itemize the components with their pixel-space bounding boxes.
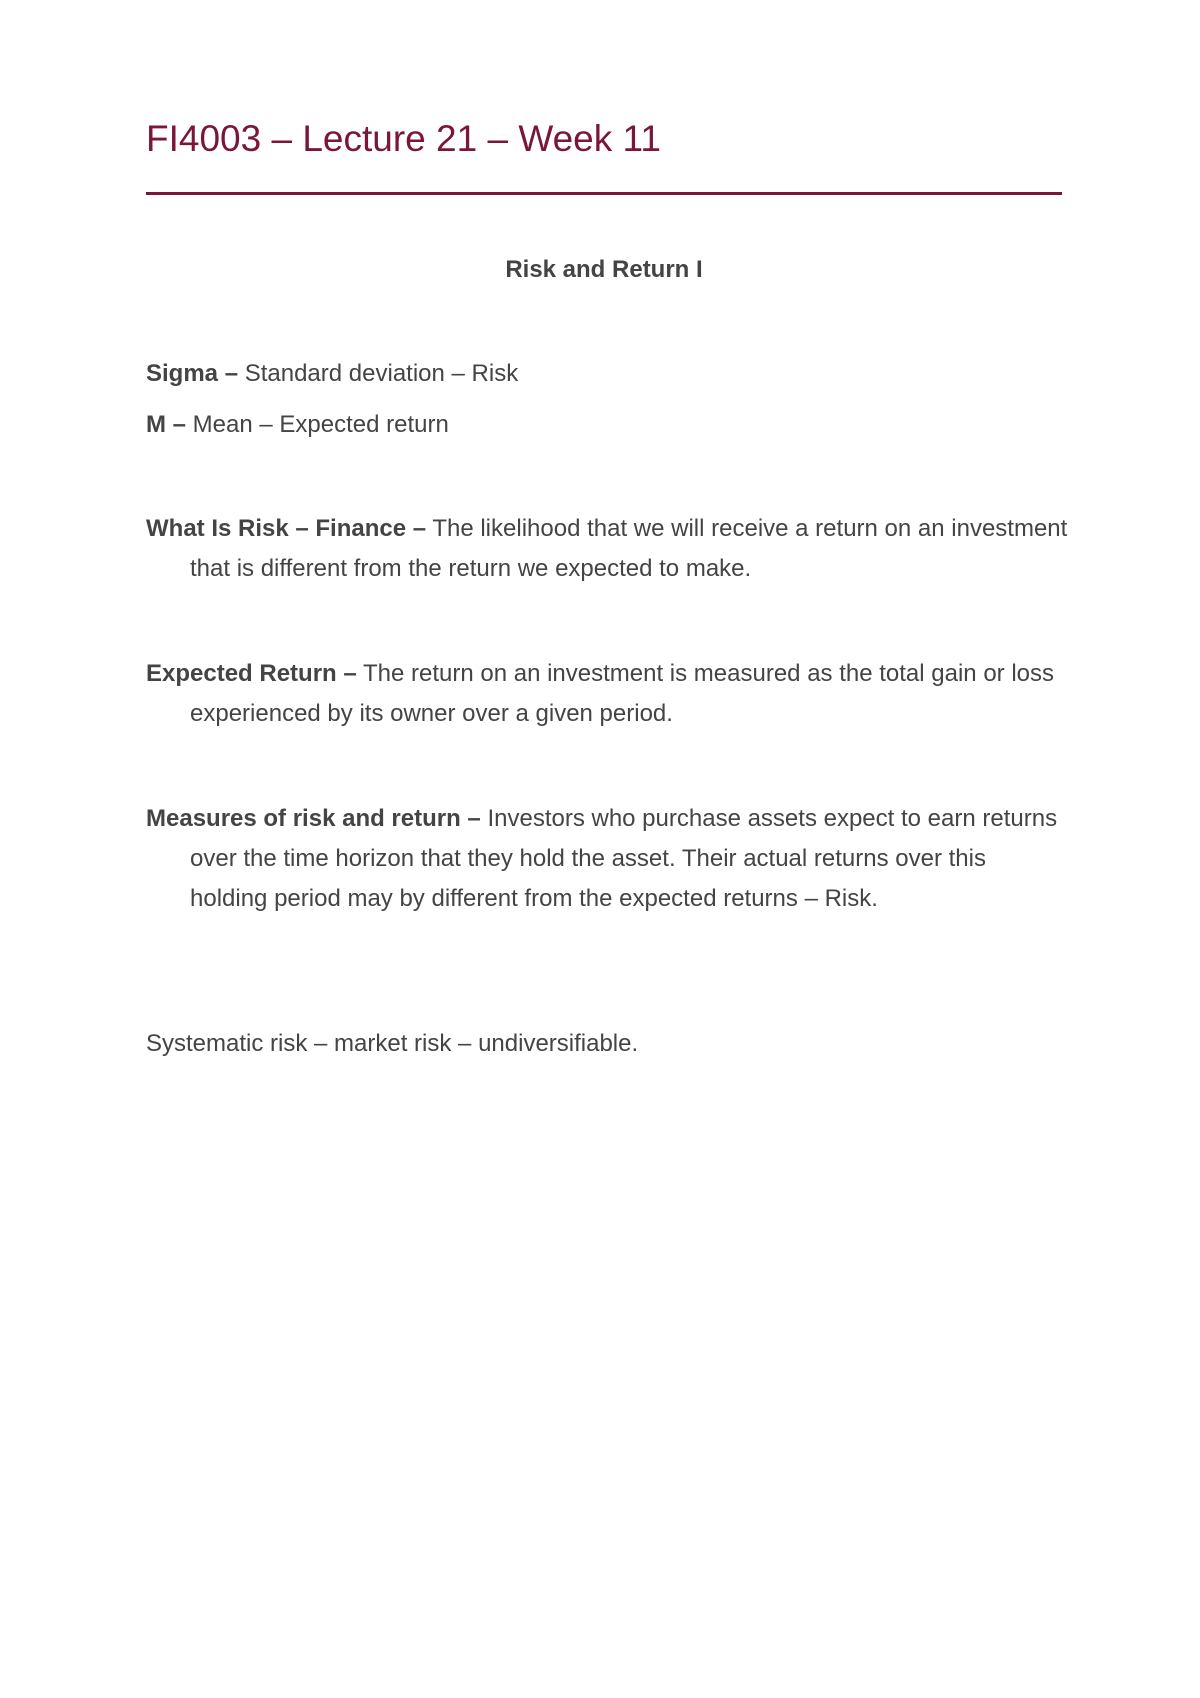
definition-term: M – <box>146 411 187 438</box>
systematic-risk-note: Systematic risk – market risk – undiversifiable. <box>146 1030 639 1057</box>
title-divider <box>146 192 1062 195</box>
definition-text: Standard deviation – Risk <box>238 360 519 387</box>
definition-term: Sigma – <box>146 360 239 387</box>
definition-what-is-risk <box>146 509 1070 589</box>
definition-mean <box>146 405 1062 445</box>
section-heading: Risk and Return I <box>505 256 703 283</box>
definition-text: The return on an investment is measured as the total gain or loss experienced by its owner over a given period. <box>190 660 1054 727</box>
definition-sigma <box>146 354 1062 394</box>
definition-term: Measures of risk and return – <box>146 805 481 832</box>
definition-text: The likelihood that we will receive a return on an investment that is different from the return we expected to make. <box>190 515 1068 582</box>
definition-text: Mean – Expected return <box>186 411 449 438</box>
definition-text: Investors who purchase assets expect to earn returns over the time horizon that they hold the asset. Their actual returns over this holding period may by different from the expected returns – Risk. <box>190 805 1058 912</box>
definition-term: What Is Risk – Finance – <box>146 515 427 542</box>
definition-measures-of-risk <box>146 799 1070 919</box>
page-title: FI4003 – Lecture 21 – Week 11 <box>146 118 661 159</box>
definition-expected-return <box>146 654 1070 734</box>
definition-term: Expected Return – <box>146 660 357 687</box>
